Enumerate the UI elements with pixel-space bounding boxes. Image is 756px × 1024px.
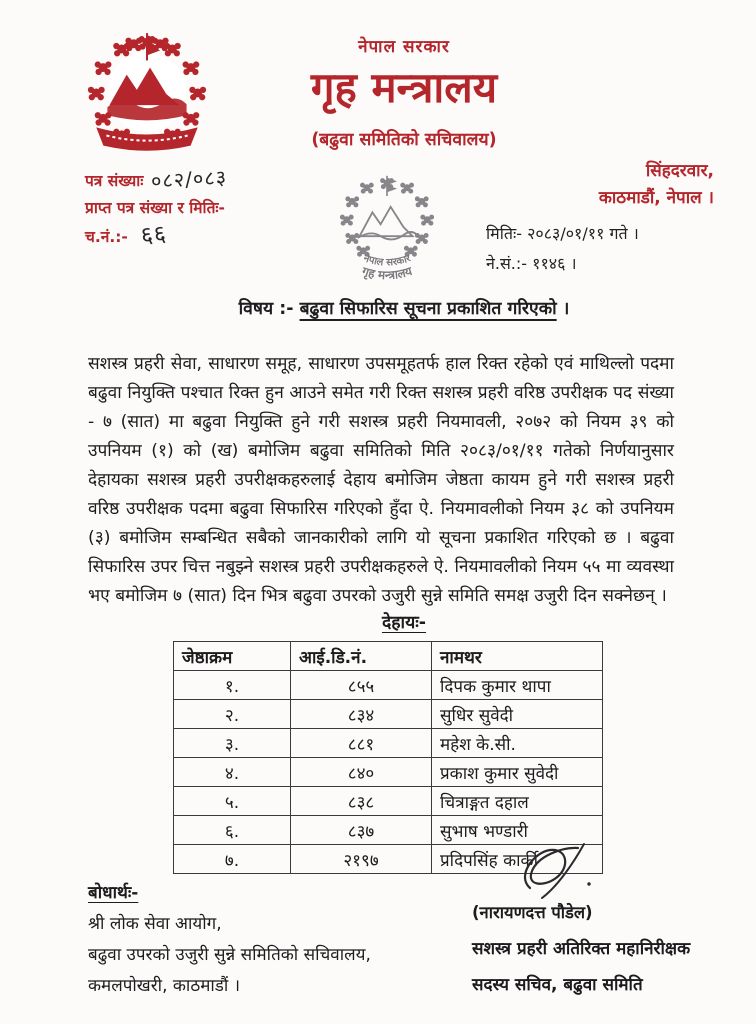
cell-id: ८३७ xyxy=(291,816,432,845)
signature-scribble xyxy=(514,842,618,908)
promotion-roster-table xyxy=(173,641,603,874)
cell-seniority: ४. xyxy=(174,758,291,787)
secretariat-subtitle: (बढुवा समितिको सचिवालय) xyxy=(311,130,497,151)
cell-name: सुधिर सुवेदी xyxy=(432,700,603,729)
signatory-title-rank: सशस्त्र प्रहरी अतिरिक्त महानिरीक्षक xyxy=(472,939,691,959)
letterhead xyxy=(84,34,724,151)
table-row xyxy=(174,816,603,845)
cell-seniority: ३. xyxy=(174,729,291,758)
cell-name: प्रकाश कुमार सुवेदी xyxy=(432,758,603,787)
stamp-text-ministry: गृह मन्त्रालय xyxy=(360,263,414,283)
cell-id: ८४० xyxy=(291,758,432,787)
subject-text: बढुवा सिफारिस सूचना प्रकाशित गरिएको xyxy=(299,299,557,319)
cc-label: बोधार्थः- xyxy=(88,883,139,903)
cell-seniority: ५. xyxy=(174,787,291,816)
nepal-samvat-line: ने.सं.:- ११४६ । xyxy=(486,254,577,273)
subject-end-mark: । xyxy=(556,299,570,319)
cell-name: सुभाष भण्डारी xyxy=(432,816,603,845)
table-caption: देहायः- xyxy=(381,613,427,633)
chalani-number-label: च.नं.:- xyxy=(85,228,128,246)
signatory-name: (नारायणदत्त पौडेल) xyxy=(472,903,593,922)
cell-name: चित्राङ्गत दहाल xyxy=(432,787,603,816)
cell-seniority: ६. xyxy=(174,816,291,845)
cell-seniority: ७. xyxy=(174,845,291,874)
cc-line: बढुवा उपरको उजुरी सुन्ने समितिको सचिवालय, xyxy=(88,945,371,965)
subject-line xyxy=(84,296,724,320)
stamp-text-govt: नेपाल सरकार xyxy=(361,253,413,269)
cc-line: श्री लोक सेवा आयोग, xyxy=(88,914,222,934)
table-row xyxy=(174,729,603,758)
cc-block xyxy=(88,878,371,1002)
address-date-block xyxy=(486,158,714,279)
ministry-title: गृह मन्त्रालय xyxy=(310,63,498,112)
reference-block xyxy=(85,166,227,251)
cell-id: २१९७ xyxy=(291,845,432,874)
government-title: नेपाल सरकार xyxy=(358,37,450,57)
cell-name: प्रदिपसिंह कार्की xyxy=(432,845,603,874)
table-row xyxy=(174,758,603,787)
cell-id: ८८१ xyxy=(291,729,432,758)
received-letter-line: प्राप्त पत्र संख्या र मितिः- xyxy=(85,199,225,217)
cell-id: ८३४ xyxy=(291,700,432,729)
body-paragraph: सशस्त्र प्रहरी सेवा, साधारण समूह, साधारण उपसमूहतर्फ हाल रिक्त रहेको एवं माथिल्लो पदमा बढुवा नियुक्ति पश्चात रिक्त हुन आउने समेत गरी रिक्त सशस्त्र प्रहरी वरिष्ठ उपरीक्षक पद संख्या - ७ (सात) मा बढुवा नियुक्ति हुने गरी सशस्त्र प्रहरी नियमावली, २०७२ को नियम ३९ को उपनियम (१) को (ख) बमोजिम बढुवा समितिको मिति २०८३/०१/११ गतेको निर्णयानुसार देहायका सशस्त्र प्रहरी उपरीक्षकहरुलाई देहाय बमोजिम जेष्ठता कायम हुने गरी सशस्त्र प्रहरी वरिष्ठ उपरीक्षक पदमा बढुवा सिफारिस गरिएको हुँदा ऐ. नियमावलीको नियम ३८ को उपनियम (३) बमोजिम सम्बन्धित सबैको जानकारीको लागि यो सूचना प्रकाशित गरिएको छ । बढुवा सिफारिस उपर चित्त नबुझ्ने सशस्त्र प्रहरी उपरीक्षकहरुले ऐ. नियमावलीको नियम ५५ मा व्यवस्था भए बमोजिम ७ (सात) दिन भित्र बढुवा उपरको उजुरी सुन्ने समिति समक्ष उजुरी दिन सक्नेछन् । xyxy=(88,354,674,606)
letter-number-label: पत्र संख्याः xyxy=(85,172,144,190)
ministry-stamp xyxy=(323,168,451,308)
cell-name: दिपक कुमार थापा xyxy=(432,671,603,700)
cell-seniority: १. xyxy=(174,671,291,700)
cell-seniority: २. xyxy=(174,700,291,729)
signatory-title-role: सदस्य सचिव, बढुवा समिति xyxy=(472,975,643,995)
cell-name: महेश के.सी. xyxy=(432,729,603,758)
cell-id: ८५५ xyxy=(291,671,432,700)
header-name: नामथर xyxy=(432,642,603,671)
address-place-line1: सिंहदरवार, xyxy=(645,161,714,181)
signature-block xyxy=(472,842,740,995)
table-row xyxy=(174,787,603,816)
address-place-line2: काठमाडौं, नेपाल । xyxy=(598,188,714,208)
cell-id: ८३८ xyxy=(291,787,432,816)
date-line: मितिः- २०८३/०१/११ गते । xyxy=(486,224,639,243)
header-id-number: आई.डि.नं. xyxy=(291,642,432,671)
table-row xyxy=(174,700,603,729)
chalani-number-line xyxy=(85,222,227,251)
table-header-row xyxy=(174,642,603,671)
letter-number-line xyxy=(85,166,227,195)
table-row xyxy=(174,671,603,700)
subject-label: विषय :- xyxy=(238,299,300,319)
cc-line: कमलपोखरी, काठमाडौं । xyxy=(88,976,241,996)
header-seniority: जेष्ठाक्रम xyxy=(174,642,291,671)
chalani-number-value: ६६ xyxy=(140,220,169,250)
letter-number-value: ०८२/०८३ xyxy=(150,165,228,193)
